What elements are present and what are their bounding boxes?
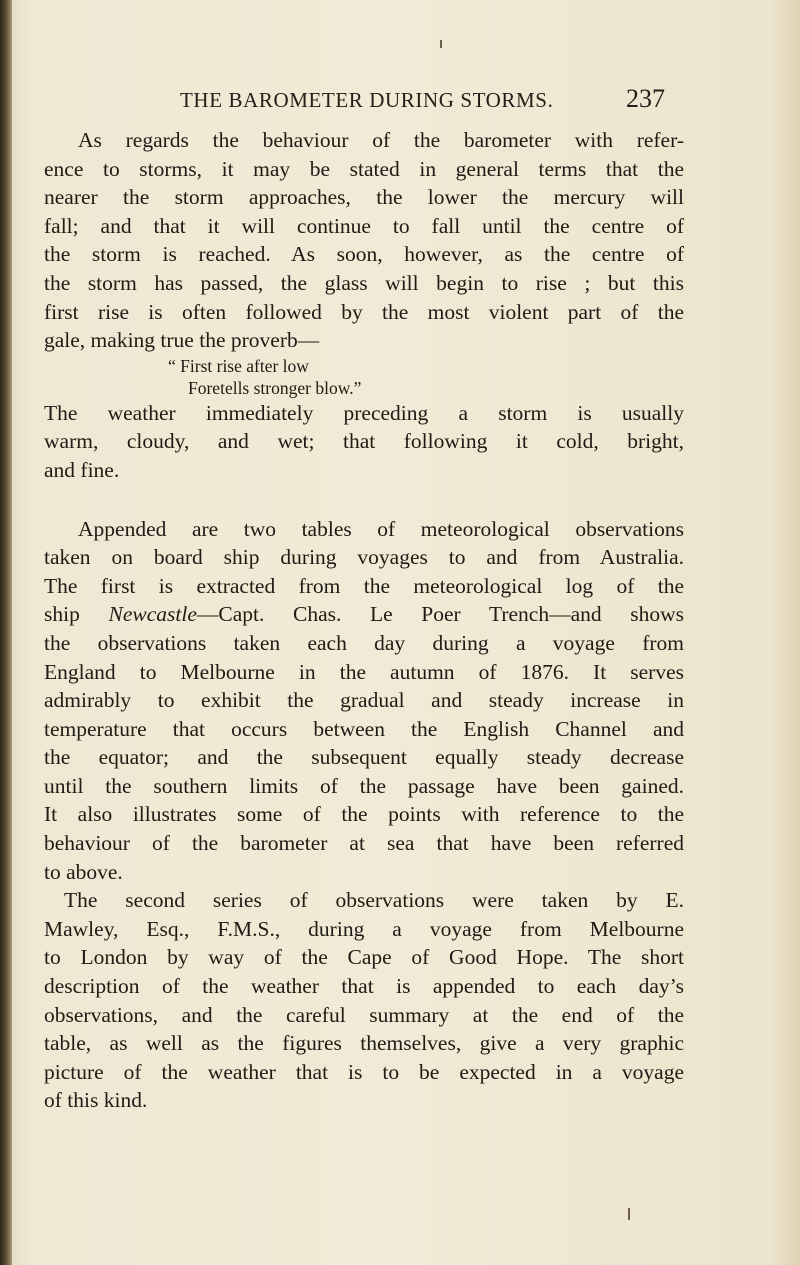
page-binding-shadow xyxy=(0,0,12,1265)
paragraph3-line: The first is extracted from the meteorological log of the xyxy=(44,573,684,598)
paragraph3-line: admirably to exhibit the gradual and steady increase in xyxy=(44,688,684,713)
paragraph4-line: picture of the weather that is to be expected in a voyage xyxy=(44,1059,684,1084)
paragraph3-line: temperature that occurs between the English Channel and xyxy=(44,716,684,741)
proverb-line: “ First rise after low xyxy=(168,355,309,376)
paragraph1-line: the storm has passed, the glass will begin to rise ; but this xyxy=(44,270,684,295)
paragraph3-line: to above. xyxy=(44,859,123,884)
paragraph3-line: behaviour of the barometer at sea that have been referred xyxy=(44,831,684,856)
paragraph4-line: observations, and the careful summary at the end of the xyxy=(44,1002,684,1027)
ship-suffix: —Capt. Chas. Le Poer Trench—and shows xyxy=(196,602,685,627)
running-head: THE BAROMETER DURING STORMS. xyxy=(180,88,554,112)
ship-prefix: ship xyxy=(44,602,109,627)
paragraph4-line: table, as well as the figures themselves, give a very graphic xyxy=(44,1031,684,1056)
paragraph2-line: warm, cloudy, and wet; that following it cold, bright, xyxy=(44,429,684,454)
proverb-line: Foretells stronger blow.” xyxy=(188,377,362,398)
print-mark xyxy=(440,40,442,48)
paragraph4-line: of this kind. xyxy=(44,1088,148,1113)
paragraph2-line: and fine. xyxy=(44,457,120,482)
paragraph3-line: the observations taken each day during a voyage from xyxy=(44,630,684,655)
paragraph3-line-with-ship xyxy=(44,600,684,629)
paragraph3-line: It also illustrates some of the points with reference to the xyxy=(44,802,684,827)
paragraph1-line: the storm is reached. As soon, however, as the centre of xyxy=(44,242,684,267)
page-header xyxy=(0,84,800,116)
paragraph1-line: first rise is often followed by the most violent part of the xyxy=(44,299,684,324)
ship-name: Newcastle xyxy=(108,602,197,627)
paragraph-gap xyxy=(44,485,684,515)
paragraph1-line: ence to storms, it may be stated in general terms that the xyxy=(44,156,684,181)
paragraph1-line: gale, making true the proverb— xyxy=(44,328,320,353)
paragraph3-line: Appended are two tables of meteorological observations xyxy=(78,516,684,541)
page-number: 237 xyxy=(626,84,665,113)
paragraph3-line: the equator; and the subsequent equally steady decrease xyxy=(44,745,684,770)
paragraph1-line: nearer the storm approaches, the lower the mercury will xyxy=(44,185,684,210)
page-body xyxy=(44,126,684,1115)
paragraph4-line: to London by way of the Cape of Good Hope. The short xyxy=(44,945,684,970)
paragraph3-line: until the southern limits of the passage have been gained. xyxy=(44,773,684,798)
paragraph3-line: England to Melbourne in the autumn of 1876. It serves xyxy=(44,659,684,684)
paragraph1-line: fall; and that it will continue to fall until the centre of xyxy=(44,213,684,238)
paragraph1-line: As regards the behaviour of the barometer with refer- xyxy=(78,128,684,152)
paragraph2-line: The weather immediately preceding a storm is usually xyxy=(44,400,684,425)
paragraph3-line: taken on board ship during voyages to and from Australia. xyxy=(44,545,684,570)
paragraph4-line: The second series of observations were taken by E. xyxy=(64,888,684,913)
paragraph4-line: Mawley, Esq., F.M.S., during a voyage from Melbourne xyxy=(44,916,684,941)
print-mark xyxy=(628,1208,630,1220)
paragraph4-line: description of the weather that is appended to each day’s xyxy=(44,974,684,999)
